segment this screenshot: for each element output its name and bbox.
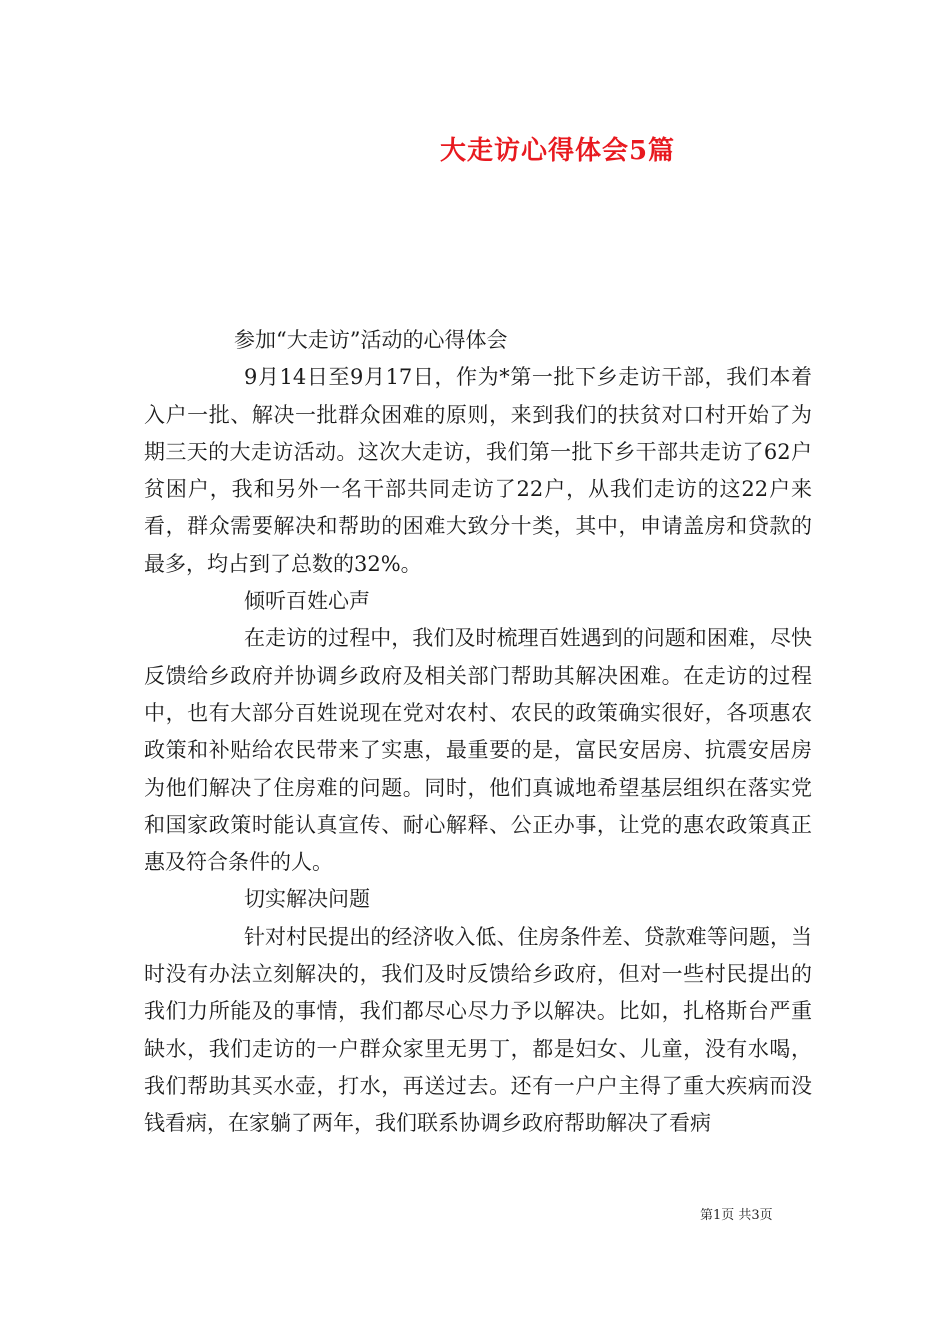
page-title: 大走访心得体会5篇 <box>439 136 676 166</box>
document-body <box>144 322 812 1143</box>
paragraph-listen: 在走访的过程中，我们及时梳理百姓遇到的问题和困难，尽快反馈给乡政府并协调乡政府及相关部门帮助其解决困难。在走访的过程中，也有大部分百姓说现在党对农村、农民的政策确实很好，各项惠农政策和补贴给农民带来了实惠，最重要的是，富民安居房、抗震安居房为他们解决了住房难的问题。同时，他们真诚地希望基层组织在落实党和国家政策时能认真宣传、耐心解释、公正办事，让党的惠农政策真正惠及符合条件的人。 <box>144 626 812 875</box>
section-heading-listen: 倾听百姓心声 <box>244 589 370 614</box>
paragraph-solve: 针对村民提出的经济收入低、住房条件差、贷款难等问题，当时没有办法立刻解决的，我们及时反馈给乡政府，但对一些村民提出的我们力所能及的事情，我们都尽心尽力予以解决。比如，扎格斯台严重缺水，我们走访的一户群众家里无男丁，都是妇女、儿童，没有水喝，我们帮助其买水壶，打水，再送过去。还有一户户主得了重大疾病而没钱看病，在家躺了两年，我们联系协调乡政府帮助解决了看病 <box>144 924 812 1136</box>
paragraph-intro: 9月14日至9月17日，作为*第一批下乡走访干部，我们本着入户一批、解决一批群众困难的原则，来到我们的扶贫对口村开始了为期三天的大走访活动。这次大走访，我们第一批下乡干部共走访了62户贫困户，我和另外一名干部共同走访了22户，从我们走访的这22户来看，群众需要解决和帮助的困难大致分十类，其中，申请盖房和贷款的最多，均占到了总数的32%。 <box>144 365 812 576</box>
section-heading-solve: 切实解决问题 <box>244 887 370 912</box>
page-number: 第1页 共3页 <box>700 1208 773 1223</box>
document-subtitle: 参加“大走访”活动的心得体会 <box>234 328 508 352</box>
